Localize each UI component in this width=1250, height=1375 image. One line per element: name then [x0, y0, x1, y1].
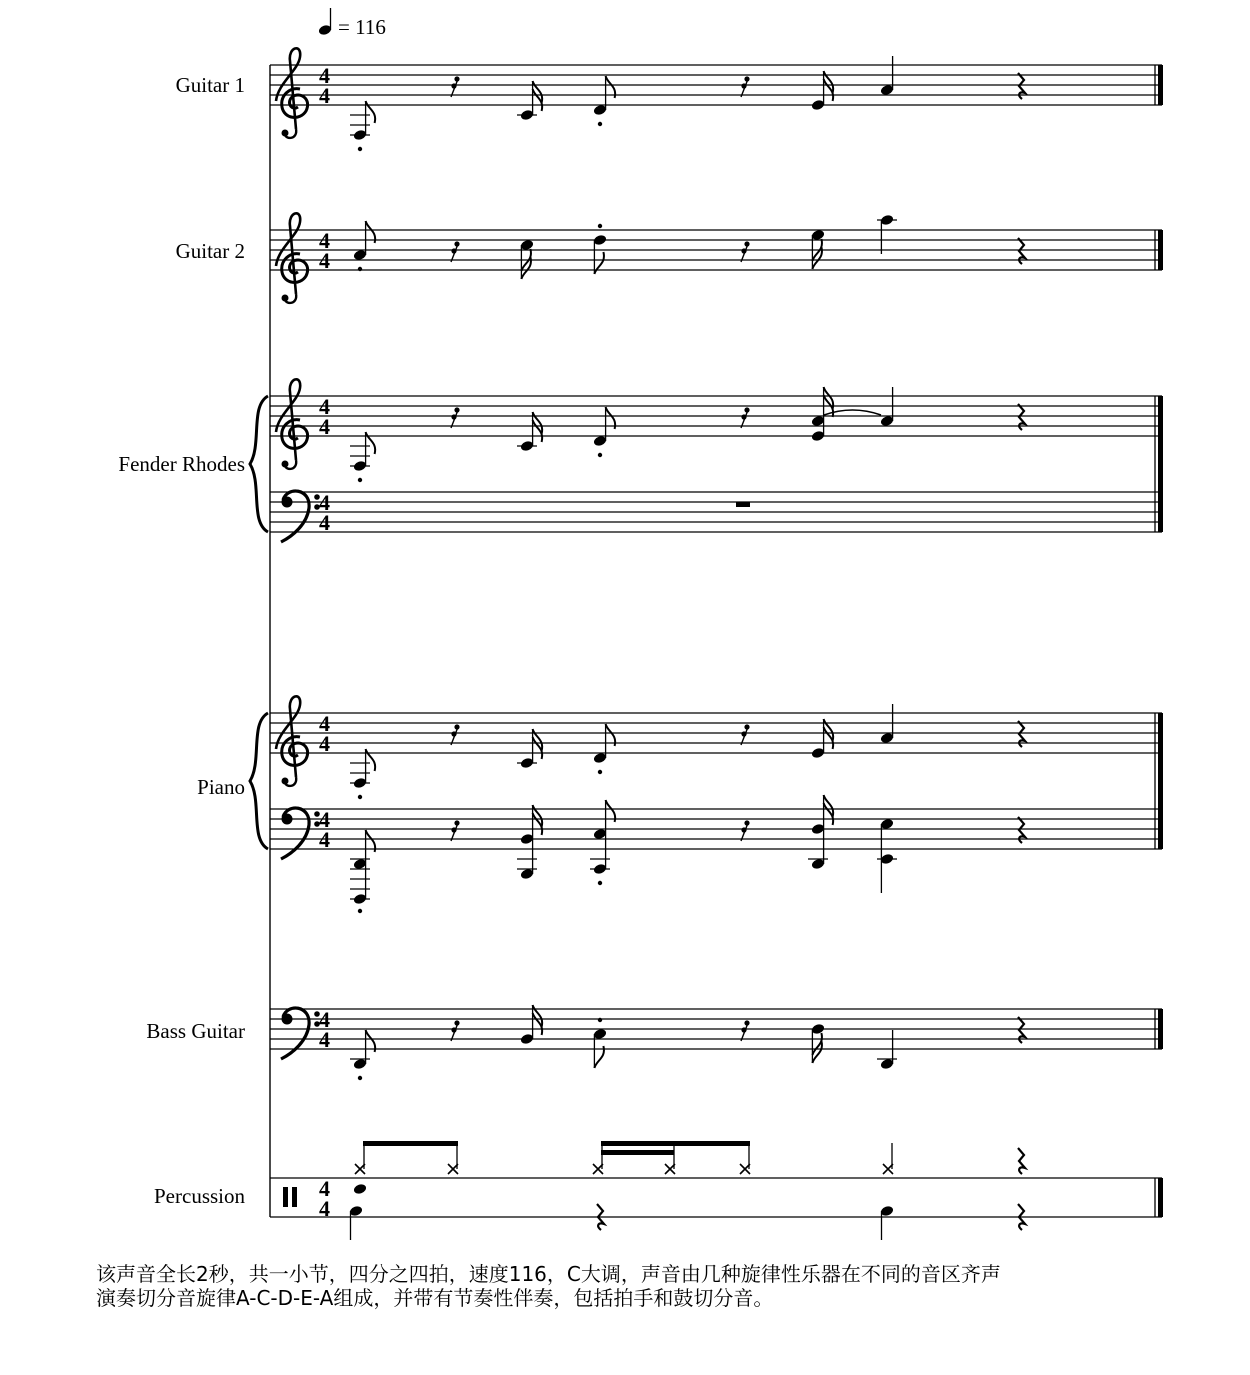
time-signature-denominator: 4 — [319, 83, 330, 108]
whole-rest — [736, 502, 750, 507]
note — [350, 749, 375, 799]
time-signature-numerator: 4 — [319, 63, 330, 88]
instrument-label: Bass Guitar — [146, 1019, 245, 1043]
staff-percussion — [270, 1178, 1162, 1217]
note — [353, 221, 375, 271]
note — [593, 724, 615, 774]
time-signature-denominator: 4 — [319, 510, 330, 535]
barline-connector-thick — [1158, 753, 1163, 809]
time-signature-numerator: 4 — [319, 1007, 330, 1032]
brace — [250, 713, 268, 849]
tempo-marking: = 116 — [338, 15, 386, 39]
time-signature — [319, 711, 330, 756]
time-signature — [319, 63, 330, 108]
note-flag — [366, 101, 376, 123]
sixteenth-rest — [741, 724, 750, 745]
bass-clef-icon — [281, 1008, 320, 1059]
sixteenth-rest — [451, 820, 460, 841]
note — [880, 56, 895, 96]
staff-guitar-1 — [270, 65, 1162, 105]
staff-guitar-2 — [270, 230, 1162, 270]
beam — [601, 1141, 750, 1146]
time-signature-numerator: 4 — [319, 490, 330, 515]
note — [593, 224, 608, 274]
bass-clef-icon — [281, 808, 320, 859]
sixteenth-rest — [451, 1020, 460, 1041]
time-signature — [319, 228, 330, 273]
time-signature — [319, 1176, 330, 1221]
staff-piano-treble — [270, 713, 1162, 753]
staccato-dot — [358, 909, 362, 913]
note — [880, 704, 895, 744]
percussion-clef-icon — [283, 1187, 297, 1207]
staccato-dot — [358, 267, 362, 271]
staccato-dot — [358, 1076, 362, 1080]
note — [877, 1030, 897, 1070]
staff-piano-bass — [270, 809, 1162, 849]
note — [593, 1018, 608, 1068]
staccato-dot — [358, 795, 362, 799]
staccato-dot — [358, 147, 362, 151]
sixteenth-rest — [451, 241, 460, 262]
time-signature-denominator: 4 — [319, 731, 330, 756]
beam — [363, 1141, 458, 1146]
barline-connector-thick — [1158, 436, 1163, 492]
time-signature-denominator: 4 — [319, 1027, 330, 1052]
note — [590, 800, 615, 885]
sixteenth-rest — [451, 76, 460, 97]
time-signature-denominator: 4 — [319, 827, 330, 852]
sixteenth-rest — [741, 76, 750, 97]
staccato-dot — [598, 881, 602, 885]
time-signature — [319, 807, 330, 852]
note-flag — [594, 252, 604, 274]
note — [811, 1023, 826, 1063]
instrument-label: Guitar 1 — [175, 73, 245, 97]
final-barline-thick — [1158, 1178, 1163, 1217]
note — [350, 101, 375, 151]
note — [877, 214, 897, 254]
sixteenth-rest — [451, 724, 460, 745]
note — [880, 387, 895, 427]
instrument-label: Percussion — [154, 1184, 245, 1208]
final-barline-thick — [1158, 65, 1163, 105]
note — [350, 432, 375, 482]
note — [593, 407, 615, 457]
staccato-dot — [598, 122, 602, 126]
description-caption — [96, 1262, 1216, 1310]
note — [517, 805, 542, 880]
time-signature-denominator: 4 — [319, 414, 330, 439]
final-barline-thick — [1158, 396, 1163, 436]
sixteenth-rest — [741, 407, 750, 428]
time-signature — [319, 394, 330, 439]
note-flag — [366, 432, 376, 454]
time-signature-denominator: 4 — [319, 248, 330, 273]
treble-clef-icon — [276, 213, 308, 303]
final-barline-thick — [1158, 492, 1163, 532]
sixteenth-rest — [741, 241, 750, 262]
time-signature-denominator: 4 — [319, 1196, 330, 1221]
quarter-rest — [1018, 1148, 1025, 1174]
sixteenth-rest — [741, 1020, 750, 1041]
caption-line-1: 该声音全长2秒，共一小节，四分之四拍，速度116，C大调，声音由几种旋律性乐器在不同的音区齐声 — [96, 1262, 1001, 1286]
staccato-dot — [598, 453, 602, 457]
treble-clef-icon — [276, 379, 308, 469]
instrument-label: Guitar 2 — [175, 239, 245, 263]
instrument-label: Piano — [197, 775, 245, 799]
final-barline-thick — [1158, 713, 1163, 753]
instrument-label: Fender Rhodes — [118, 452, 245, 476]
time-signature-numerator: 4 — [319, 807, 330, 832]
note — [811, 387, 833, 442]
note — [350, 830, 375, 913]
time-signature — [319, 490, 330, 535]
staff-fender-rhodes-bass — [270, 492, 1162, 532]
caption-line-2: 演奏切分音旋律A-C-D-E-A组成，并带有节奏性伴奏，包括拍手和鼓切分音。 — [96, 1286, 774, 1310]
time-signature-numerator: 4 — [319, 394, 330, 419]
final-barline-thick — [1158, 230, 1163, 270]
note — [350, 1030, 375, 1080]
treble-clef-icon — [276, 48, 308, 138]
final-barline-thick — [1158, 809, 1163, 849]
note — [517, 412, 542, 452]
note — [517, 729, 542, 769]
note — [808, 795, 833, 870]
staccato-dot — [598, 224, 602, 228]
brace — [250, 396, 268, 532]
note — [593, 76, 615, 126]
note-flag — [366, 749, 376, 771]
staff-fender-rhodes-treble — [270, 396, 1162, 436]
staccato-dot — [598, 1018, 602, 1022]
time-signature-numerator: 4 — [319, 1176, 330, 1201]
staccato-dot — [358, 478, 362, 482]
bass-clef-icon — [281, 491, 320, 542]
clap-notehead — [353, 1183, 368, 1196]
time-signature-numerator: 4 — [319, 228, 330, 253]
treble-clef-icon — [276, 696, 308, 786]
note — [517, 81, 542, 121]
beam — [601, 1150, 674, 1155]
staccato-dot — [598, 770, 602, 774]
time-signature — [319, 1007, 330, 1052]
note — [520, 239, 535, 279]
final-barline-thick — [1158, 1009, 1163, 1049]
staff-bass-guitar — [270, 1009, 1162, 1049]
sixteenth-rest — [741, 820, 750, 841]
time-signature-numerator: 4 — [319, 711, 330, 736]
note — [811, 229, 826, 269]
sixteenth-rest — [451, 407, 460, 428]
